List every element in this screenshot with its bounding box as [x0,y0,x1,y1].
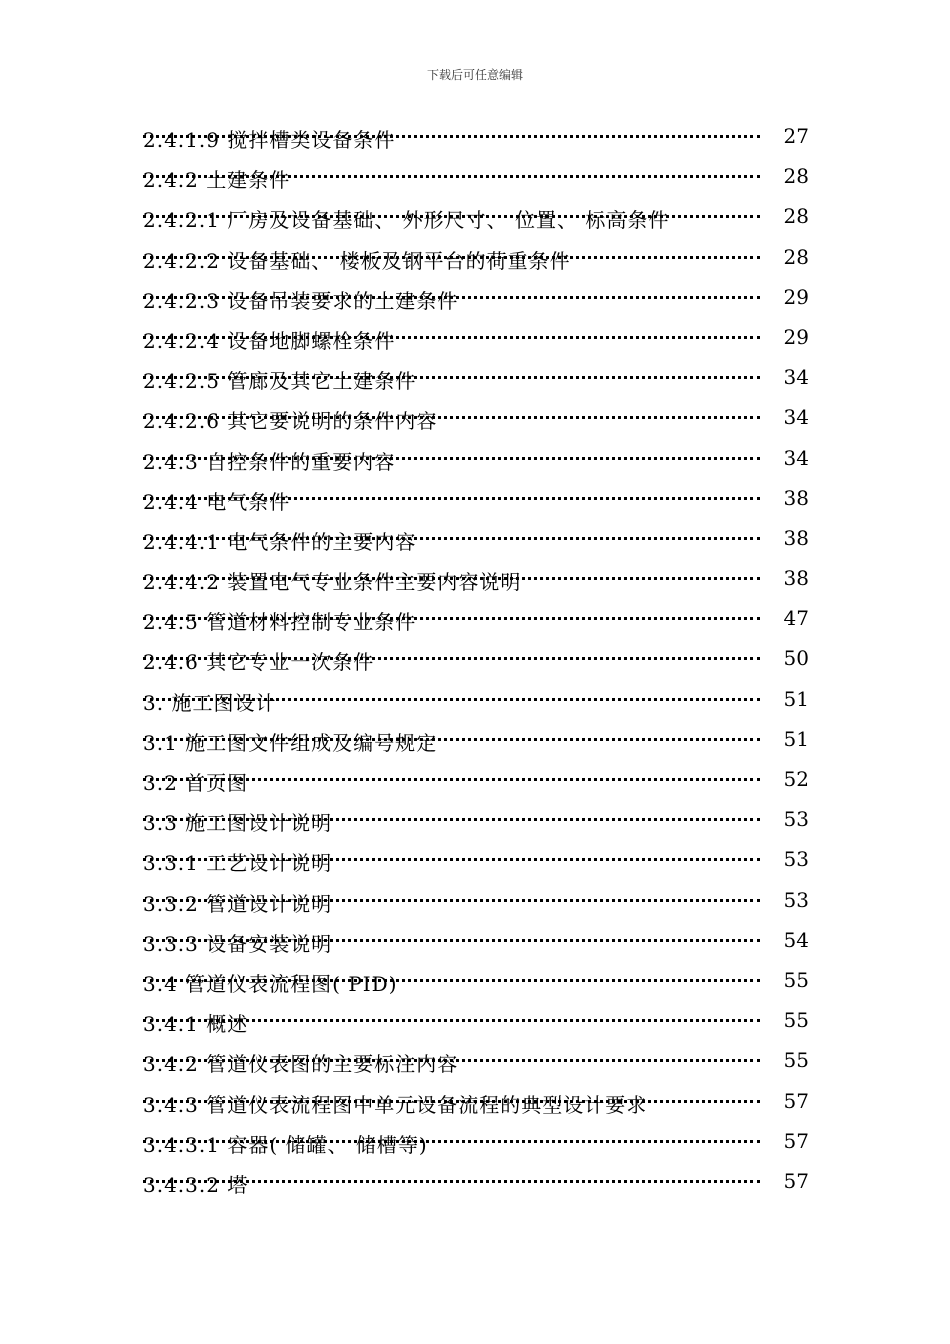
toc-entry-page: 50 [783,646,809,671]
toc-entry-page: 28 [783,164,809,189]
toc-entry-label: 2.4.1.9 搅拌槽类设备条件 [143,128,396,152]
toc-entry-label: 2.4.2.5 管廊及其它土建条件 [143,369,417,394]
toc-entry-page: 28 [783,204,809,229]
toc-entry-page: 29 [783,284,809,309]
toc-entry-label: 2.4.6 其它专业一次条件 [143,650,375,675]
toc-entry-page: 57 [783,1088,809,1113]
toc-entry[interactable] [143,759,813,799]
toc-entry-page: 29 [783,324,809,349]
toc-entry-label: 2.4.2.1 厂房及设备基础、 外形尺寸、 位置、 标高条件 [143,208,670,233]
toc-entry[interactable] [143,1040,813,1080]
page-header: 下载后可任意编辑 [426,68,523,82]
toc-entry[interactable] [143,558,813,598]
toc-entry-label: 3.3.3 设备安装说明 [143,931,333,956]
toc-entry-page: 53 [783,887,809,912]
toc-entry-page: 34 [783,445,809,470]
toc-entry-label: 3.4.3.1 容器( 储罐、 储槽等) [143,1132,428,1157]
toc-entry[interactable] [143,357,813,397]
toc-entry-page: 38 [783,566,809,591]
toc-entry-label: 3.1 施工图文件组成及编号规定 [143,730,438,755]
toc-entry-page: 55 [783,1008,809,1033]
toc-entry[interactable] [143,839,813,879]
toc-entry[interactable] [143,317,813,357]
toc-entry-page: 51 [783,726,809,751]
toc-entry-page: 34 [783,365,809,390]
toc-entry-page: 54 [783,927,809,952]
toc-entry-label: 3.3 施工图设计说明 [143,811,333,836]
toc-entry-page: 52 [783,767,809,791]
toc-entry-page: 27 [783,124,809,148]
toc-entry-label: 2.4.5 管道材料控制专业条件 [143,610,417,635]
toc-entry[interactable] [143,719,813,759]
toc-entry-label: 2.4.2.2 设备基础、 楼板及钢平台的荷重条件 [143,248,571,273]
toc-entry[interactable] [143,880,813,920]
toc-entry[interactable] [143,397,813,437]
toc-entry-label: 2.4.2.4 设备地脚螺栓条件 [143,328,396,353]
toc-entry-page: 47 [783,606,809,631]
toc-entry[interactable] [143,196,813,236]
toc-entry[interactable] [143,277,813,317]
toc-entry[interactable] [143,1081,813,1121]
toc-entry[interactable] [143,156,813,196]
toc-entry-label: 3.4.2 管道仪表图的主要标注内容 [143,1052,459,1077]
toc-entry-label: 2.4.4.1 电气条件的主要内容 [143,529,417,554]
toc-entry[interactable] [143,598,813,638]
toc-entry[interactable] [143,116,813,156]
toc-entry[interactable] [143,638,813,678]
toc-entry[interactable] [143,960,813,1000]
toc-entry[interactable] [143,438,813,478]
table-of-contents [143,116,813,1201]
toc-entry-label: 3.2 首页图 [143,771,249,795]
toc-entry-label: 2.4.3 自控条件的重要内容 [143,449,396,474]
toc-entry-label: 3.3.2 管道设计说明 [143,891,333,916]
toc-entry-page: 38 [783,485,809,510]
toc-entry[interactable] [143,1121,813,1161]
toc-entry-page: 38 [783,525,809,550]
toc-entry-page: 53 [783,847,809,872]
toc-entry-page: 57 [783,1128,809,1153]
toc-entry-label: 3.4 管道仪表流程图( PID) [143,971,398,996]
toc-entry[interactable] [143,518,813,558]
toc-entry-label: 3.4.3.2 塔 [143,1172,249,1197]
toc-entry[interactable] [143,799,813,839]
toc-entry[interactable] [143,920,813,960]
toc-entry[interactable] [143,237,813,277]
toc-entry-label: 2.4.2.3 设备吊装要求的土建条件 [143,288,459,313]
toc-entry-label: 3.4.1 概述 [143,1012,249,1037]
toc-entry-label: 3. 施工图设计 [143,690,277,715]
toc-entry-label: 2.4.4 电气条件 [143,489,291,514]
toc-entry-page: 51 [783,686,809,711]
toc-entry-label: 3.3.1 工艺设计说明 [143,851,333,876]
toc-entry-label: 2.4.2 土建条件 [143,168,291,193]
toc-entry-page: 28 [783,244,809,269]
toc-entry-page: 34 [783,405,809,430]
toc-entry-page: 53 [783,807,809,832]
toc-entry-page: 55 [783,1048,809,1073]
toc-entry[interactable] [143,1000,813,1040]
toc-entry[interactable] [143,679,813,719]
toc-entry-page: 55 [783,967,809,992]
toc-entry-page: 57 [783,1168,809,1193]
toc-entry-label: 2.4.2.6 其它要说明的条件内容 [143,409,438,434]
toc-entry[interactable] [143,478,813,518]
toc-entry[interactable] [143,1161,813,1201]
toc-entry-label: 3.4.3 管道仪表流程图中单元设备流程的典型设计要求 [143,1092,648,1117]
toc-entry-label: 2.4.4.2 装置电气专业条件主要内容说明 [143,570,522,595]
